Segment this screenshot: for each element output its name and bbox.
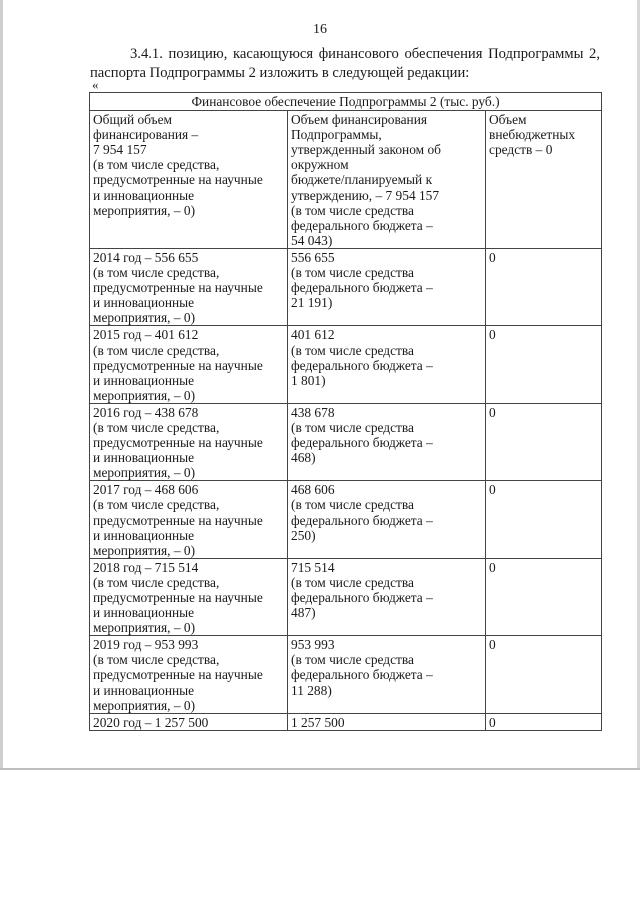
cell-text-line: 953 993 <box>291 637 335 653</box>
cell-text-line: Общий объем <box>93 112 172 128</box>
table-row <box>90 481 602 558</box>
cell-text-line: 2014 год – 556 655 <box>93 249 199 265</box>
cell-text-line: (в том числе средства, <box>93 574 220 590</box>
page-edge-left <box>0 0 3 768</box>
cell-text-line: (в том числе средства <box>291 574 414 590</box>
cell-text-line: 468) <box>291 450 316 466</box>
cell-text-line: 401 612 <box>291 327 335 343</box>
cell-text-line: 250) <box>291 527 316 543</box>
cell-text-line: 2019 год – 953 993 <box>93 637 199 653</box>
cell-text-line: федерального бюджета – <box>291 357 433 373</box>
cell-text-line: федерального бюджета – <box>291 280 433 296</box>
year-extra-cell: 0 <box>486 403 602 480</box>
table-row <box>90 248 602 325</box>
cell-text-line: Объем финансирования <box>291 112 428 128</box>
cell-text-line: мероприятия, – 0) <box>93 465 196 481</box>
cell-text-line: 1 801) <box>291 372 326 388</box>
cell-text-line: предусмотренные на научные <box>93 172 263 188</box>
cell-text-line: (в том числе средства, <box>93 157 220 173</box>
year-total-cell <box>90 713 288 730</box>
cell-text-line: бюджете/планируемый к <box>291 172 433 188</box>
year-extra-cell: 0 <box>486 636 602 713</box>
cell-text-line: окружном <box>291 157 349 173</box>
intro-paragraph <box>90 45 600 83</box>
financing-table-body <box>90 93 602 731</box>
cell-text-line: и инновационные <box>93 372 195 388</box>
year-total-cell <box>90 326 288 403</box>
cell-text-line: 21 191) <box>291 295 333 311</box>
cell-text-line: мероприятия, – 0) <box>93 310 196 326</box>
cell-text-line: федерального бюджета – <box>291 590 433 605</box>
cell-text-line: (в том числе средства, <box>93 342 220 358</box>
year-extra-cell: 0 <box>486 713 602 730</box>
cell-text-line: финансирования – <box>93 127 199 143</box>
table-row <box>90 326 602 403</box>
year-extra-cell: 0 <box>486 326 602 403</box>
cell-text-line: (в том числе средства <box>291 652 414 668</box>
cell-text-line: и инновационные <box>93 527 195 543</box>
cell-text-line: предусмотренные на научные <box>93 280 263 296</box>
table-header-row <box>90 111 602 249</box>
year-extra-cell: 0 <box>486 558 602 635</box>
opening-quote: « <box>92 77 99 92</box>
cell-text-line: утверждению, – 7 954 157 <box>291 187 440 203</box>
year-budget-cell <box>288 248 486 325</box>
cell-text-line: 556 655 <box>291 249 335 265</box>
year-total-cell <box>90 636 288 713</box>
cell-text-line: мероприятия, – 0) <box>93 697 196 713</box>
cell-text-line: 487) <box>291 605 316 621</box>
cell-text-line: федерального бюджета – <box>291 217 433 233</box>
cell-text-line: средств – 0 <box>489 142 553 158</box>
cell-text-line: мероприятия, – 0) <box>93 620 196 636</box>
cell-text-line: 438 678 <box>291 404 335 420</box>
cell-text-line: 1 257 500 <box>291 714 345 730</box>
cell-text-line: 11 288) <box>291 682 332 698</box>
year-budget-cell <box>288 713 486 730</box>
intro-line-1: 3.4.1. позицию, касающуюся финансового обеспечения Подпрограммы 2, <box>130 46 600 62</box>
cell-text-line: 2020 год – 1 257 500 <box>93 714 209 730</box>
table-row <box>90 558 602 635</box>
cell-text-line: 54 043) <box>291 232 333 248</box>
year-budget-cell <box>288 481 486 558</box>
cell-text-line: (в том числе средства <box>291 419 414 435</box>
cell-text-line: 2018 год – 715 514 <box>93 559 199 575</box>
cell-text-line: утвержденный законом об <box>291 142 441 158</box>
cell-text-line: (в том числе средства <box>291 497 414 513</box>
cell-text-line: 7 954 157 <box>93 142 147 158</box>
cell-text-line: мероприятия, – 0) <box>93 387 196 403</box>
cell-text-line: 2015 год – 401 612 <box>93 327 199 343</box>
cell-text-line: внебюджетных <box>489 127 576 143</box>
cell-text-line: Объем <box>489 112 527 128</box>
cell-text-line: 2016 год – 438 678 <box>93 404 199 420</box>
cell-text-line: предусмотренные на научные <box>93 590 263 605</box>
cell-text-line: предусмотренные на научные <box>93 357 263 373</box>
cell-text-line: 468 606 <box>291 482 335 498</box>
table-row <box>90 636 602 713</box>
cell-text-line: предусмотренные на научные <box>93 435 263 451</box>
financing-table <box>89 92 602 731</box>
header-extra-cell <box>486 111 602 249</box>
year-total-cell <box>90 403 288 480</box>
year-budget-cell <box>288 636 486 713</box>
cell-text-line: 2017 год – 468 606 <box>93 482 199 498</box>
page-number: 16 <box>313 22 327 37</box>
cell-text-line: и инновационные <box>93 605 195 621</box>
cell-text-line: и инновационные <box>93 682 195 698</box>
cell-text-line: и инновационные <box>93 295 195 311</box>
cell-text-line: предусмотренные на научные <box>93 512 263 528</box>
intro-line-2: паспорта Подпрограммы 2 изложить в следующей редакции: <box>90 65 470 81</box>
cell-text-line: (в том числе средства <box>291 342 414 358</box>
year-total-cell <box>90 558 288 635</box>
year-total-cell <box>90 481 288 558</box>
cell-text-line: мероприятия, – 0) <box>93 542 196 558</box>
cell-text-line: 715 514 <box>291 559 335 575</box>
cell-text-line: (в том числе средства, <box>93 419 220 435</box>
year-budget-cell <box>288 558 486 635</box>
year-total-cell <box>90 248 288 325</box>
year-budget-cell <box>288 326 486 403</box>
table-title: Финансовое обеспечение Подпрограммы 2 (тыс. руб.) <box>90 93 602 111</box>
header-total-cell <box>90 111 288 249</box>
table-row <box>90 403 602 480</box>
cell-text-line: (в том числе средства, <box>93 652 220 668</box>
cell-text-line: (в том числе средства <box>291 202 414 218</box>
cell-text-line: федерального бюджета – <box>291 667 433 683</box>
year-extra-cell: 0 <box>486 248 602 325</box>
year-budget-cell <box>288 403 486 480</box>
cell-text-line: и инновационные <box>93 450 195 466</box>
cell-text-line: (в том числе средства, <box>93 265 220 281</box>
table-row <box>90 713 602 730</box>
cell-text-line: предусмотренные на научные <box>93 667 263 683</box>
header-budget-cell <box>288 111 486 249</box>
cell-text-line: мероприятия, – 0) <box>93 202 196 218</box>
cell-text-line: Подпрограммы, <box>291 127 382 143</box>
cell-text-line: федерального бюджета – <box>291 512 433 528</box>
cell-text-line: федерального бюджета – <box>291 435 433 451</box>
cell-text-line: (в том числе средства, <box>93 497 220 513</box>
cell-text-line: и инновационные <box>93 187 195 203</box>
year-extra-cell: 0 <box>486 481 602 558</box>
table-title-row <box>90 93 602 111</box>
cell-text-line: (в том числе средства <box>291 265 414 281</box>
